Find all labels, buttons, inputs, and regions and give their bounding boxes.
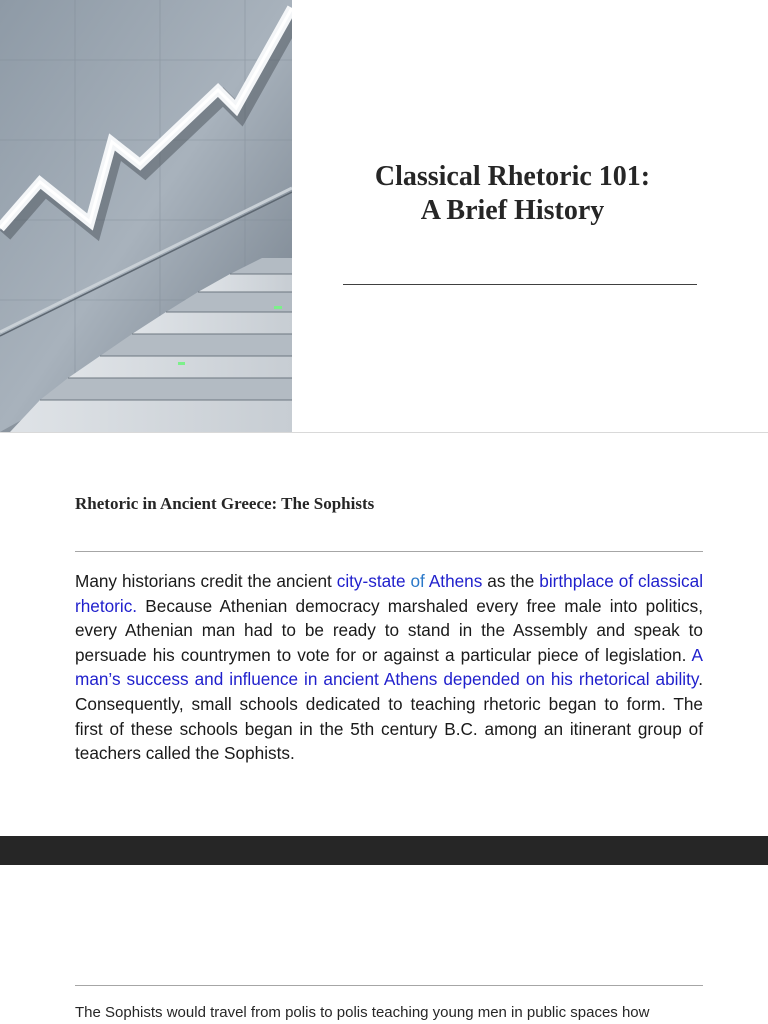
paragraph-text: as the: [482, 571, 540, 591]
section-paragraph: [75, 569, 703, 766]
rising-arrow-staircase-icon: [0, 0, 292, 432]
hero-image: [0, 0, 292, 432]
paragraph-text: Because Athenian democracy marshaled every free male into politics, every Athenian man had to be ready to stand in the Assembly and speak to persuade his countrymen to vote for or against a particular piece of legislation.: [75, 595, 703, 665]
title-slide: [0, 0, 768, 432]
next-section-divider: [75, 985, 703, 986]
paragraph-text: . Consequently, small schools dedicated to teaching rhetoric began to form. The first of these schools began in the 5th century B.C. among an itinerant group of teachers called the Sophists.: [75, 669, 703, 764]
title-line-2: A Brief History: [420, 195, 605, 226]
success-influence-link[interactable]: A man’s success and influence in ancient Athens depended on his rhetorical ability: [75, 644, 703, 690]
athens-link[interactable]: Athens: [428, 571, 483, 591]
page-break-band: [0, 836, 768, 865]
title-line-1: Classical Rhetoric 101:: [374, 161, 651, 192]
of-link[interactable]: of: [405, 571, 429, 591]
paragraph-text: Many historians credit the ancient: [75, 571, 337, 591]
title-divider: [343, 284, 697, 285]
section-divider: [75, 551, 703, 552]
city-state-link[interactable]: city-state: [336, 571, 406, 591]
document-title: [300, 160, 725, 228]
slide-separator: [0, 432, 768, 433]
birthplace-link[interactable]: birthplace of classical rhetoric.: [75, 571, 704, 616]
section-heading: Rhetoric in Ancient Greece: The Sophists: [75, 494, 375, 513]
next-section-paragraph: The Sophists would travel from polis to polis teaching young men in public spaces how: [75, 1004, 650, 1021]
